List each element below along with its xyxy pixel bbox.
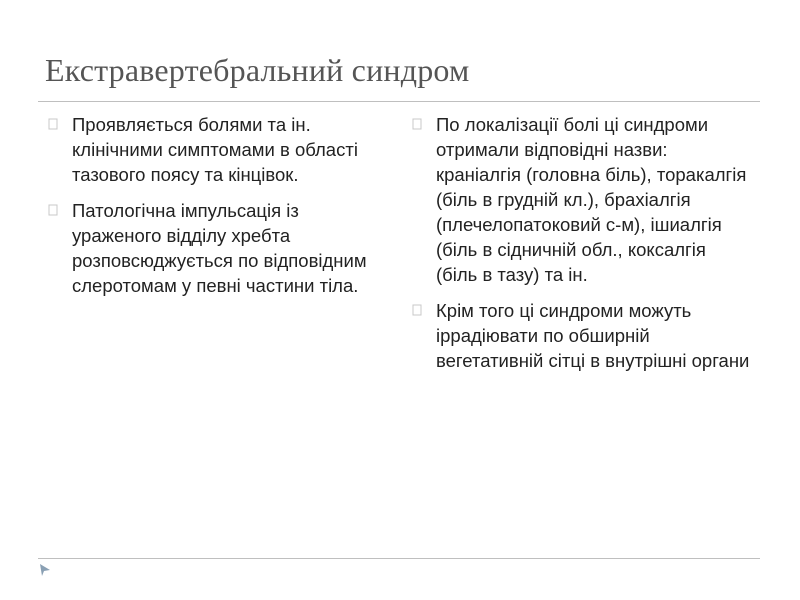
footer-divider	[38, 558, 760, 559]
title-divider	[38, 101, 760, 102]
bullet-text: По локалізації болі ці синдроми отримали відповідні назви: краніалгія (головна біль), торакалгія (біль в грудній кл.), брахіалгія (плечелопатоковий с-м), ішиалгія (біль в сідничній обл., коксалгія (біль в тазу) та ін.	[436, 114, 747, 285]
left-column	[48, 112, 373, 309]
square-outline-bullet-icon	[48, 118, 59, 131]
bullet-text: Проявляється болями та ін. клінічними симптомами в області тазового поясу та кінцівок.	[72, 114, 358, 185]
bullet-item	[412, 112, 752, 287]
bullet-item	[412, 298, 752, 373]
right-column	[412, 112, 752, 384]
bullet-item	[48, 112, 373, 187]
square-outline-bullet-icon	[412, 304, 423, 317]
bullet-text: Патологічна імпульсація із ураженого відділу хребта розповсюджується по відповідним слеротомам у певні частини тіла.	[72, 200, 367, 296]
bullet-text: Крім того ці синдроми можуть іррадіювати по обширній вегетативній сітці в внутрішні органи	[436, 300, 750, 371]
navigation-arrow-icon[interactable]	[38, 562, 52, 578]
square-outline-bullet-icon	[48, 204, 59, 217]
slide-title: Екстравертебральний синдром	[45, 52, 470, 88]
bullet-item	[48, 198, 373, 298]
square-outline-bullet-icon	[412, 118, 423, 131]
